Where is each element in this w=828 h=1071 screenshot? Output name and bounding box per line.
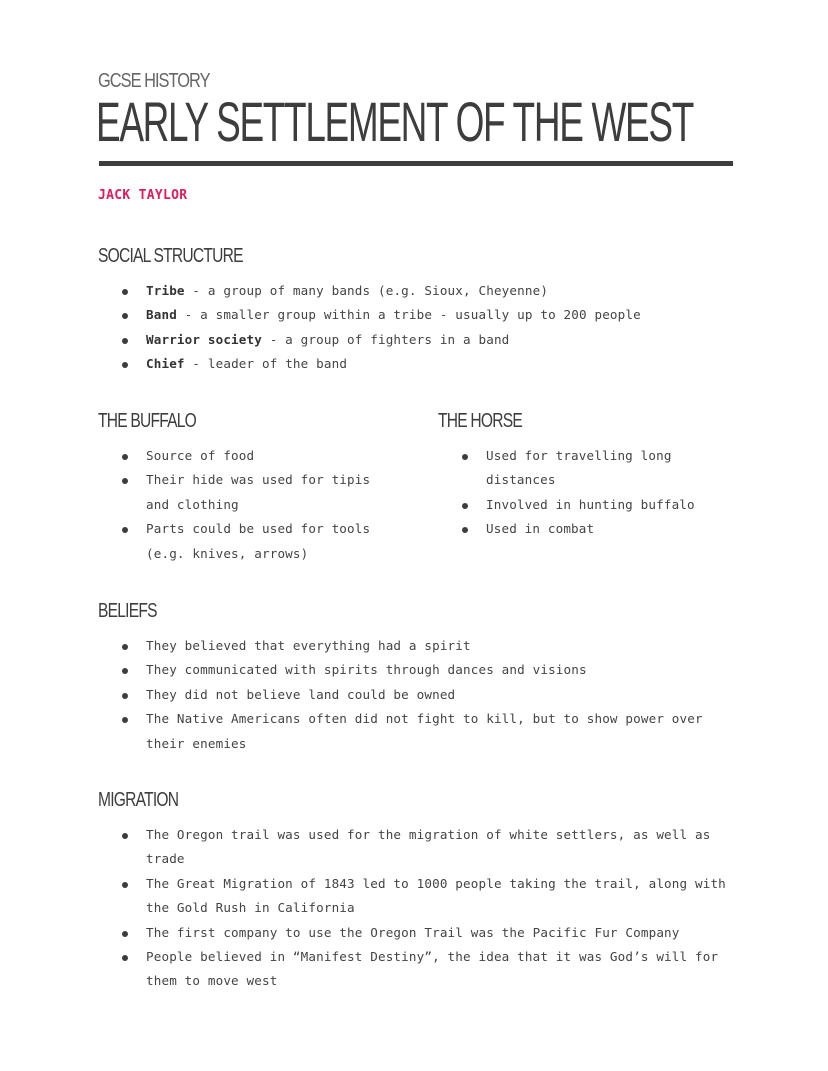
list-item xyxy=(98,468,398,517)
section-migration xyxy=(98,789,738,994)
list-item xyxy=(98,352,734,376)
list-item xyxy=(438,444,734,493)
item-text: The Great Migration of 1843 led to 1000 people taking the trail, along with the Gold Rush in California xyxy=(146,875,726,916)
section-heading: MIGRATION xyxy=(98,789,179,811)
bullet-icon xyxy=(122,693,128,699)
bullet-icon xyxy=(462,527,468,533)
bullet-list xyxy=(98,279,734,377)
section-buffalo xyxy=(98,410,398,566)
bullet-icon xyxy=(122,644,128,650)
section-horse xyxy=(438,410,734,542)
bullet-icon xyxy=(122,313,128,319)
list-item xyxy=(438,493,734,517)
bullet-icon xyxy=(462,503,468,509)
list-item xyxy=(98,683,738,707)
title-divider xyxy=(99,161,733,166)
section-social-structure xyxy=(98,245,734,377)
list-item xyxy=(98,921,738,945)
section-heading: SOCIAL STRUCTURE xyxy=(98,245,243,267)
term: Warrior society xyxy=(146,331,262,347)
item-text: The first company to use the Oregon Trail was the Pacific Fur Company xyxy=(146,924,680,940)
item-text: Source of food xyxy=(146,448,255,463)
document-subtitle: GCSE HISTORY xyxy=(98,70,210,92)
list-item xyxy=(98,517,398,566)
section-heading: THE HORSE xyxy=(438,410,522,432)
item-text: They believed that everything had a spirit xyxy=(146,638,471,653)
bullet-icon xyxy=(122,668,128,674)
item-text: They communicated with spirits through dances and visions xyxy=(146,662,587,678)
list-item xyxy=(98,303,734,327)
bullet-icon xyxy=(122,717,128,723)
list-item xyxy=(98,444,398,468)
list-item xyxy=(98,279,734,303)
item-text: They did not believe land could be owned xyxy=(146,686,456,702)
section-beliefs xyxy=(98,600,738,756)
bullet-icon xyxy=(122,955,128,961)
bullet-icon xyxy=(122,527,128,533)
bullet-icon xyxy=(462,454,468,460)
list-item xyxy=(98,823,738,872)
bullet-icon xyxy=(122,882,128,888)
item-text: Parts could be used for tools (e.g. knives, arrows) xyxy=(146,521,371,561)
bullet-icon xyxy=(122,338,128,344)
term: Band xyxy=(146,307,177,323)
bullet-icon xyxy=(122,478,128,484)
document-title: EARLY SETTLEMENT OF THE WEST xyxy=(96,90,693,153)
bullet-icon xyxy=(122,454,128,460)
bullet-list xyxy=(438,444,734,542)
list-item xyxy=(98,634,738,658)
item-text: People believed in “Manifest Destiny”, the idea that it was God’s will for them to move west xyxy=(146,949,719,989)
term: Tribe xyxy=(146,283,185,298)
definition: - leader of the band xyxy=(184,356,348,372)
item-text: The Native Americans often did not fight to kill, but to show power over their enemies xyxy=(146,711,703,751)
list-item xyxy=(98,658,738,682)
definition: - a group of many bands (e.g. Sioux, Cheyenne) xyxy=(184,283,549,298)
bullet-icon xyxy=(122,289,128,295)
definition: - a smaller group within a tribe - usually up to 200 people xyxy=(176,307,641,323)
item-text: Their hide was used for tipis and clothing xyxy=(146,472,371,512)
bullet-list xyxy=(98,823,738,994)
bullet-icon xyxy=(122,931,128,937)
definition: - a group of fighters in a band xyxy=(261,331,510,347)
item-text: Involved in hunting buffalo xyxy=(486,496,695,512)
author-name: JACK TAYLOR xyxy=(98,188,188,203)
bullet-list xyxy=(98,634,738,756)
bullet-icon xyxy=(122,362,128,368)
section-heading: BELIEFS xyxy=(98,600,157,622)
list-item xyxy=(98,945,738,994)
item-text: Used for travelling long distances xyxy=(486,448,672,488)
section-heading: THE BUFFALO xyxy=(98,410,197,432)
list-item xyxy=(438,517,734,541)
list-item xyxy=(98,328,734,352)
list-item xyxy=(98,707,738,756)
list-item xyxy=(98,872,738,921)
term: Chief xyxy=(146,356,185,372)
bullet-list xyxy=(98,444,398,566)
item-text: The Oregon trail was used for the migration of white settlers, as well as trade xyxy=(146,827,711,867)
bullet-icon xyxy=(122,833,128,839)
item-text: Used in combat xyxy=(486,521,595,537)
